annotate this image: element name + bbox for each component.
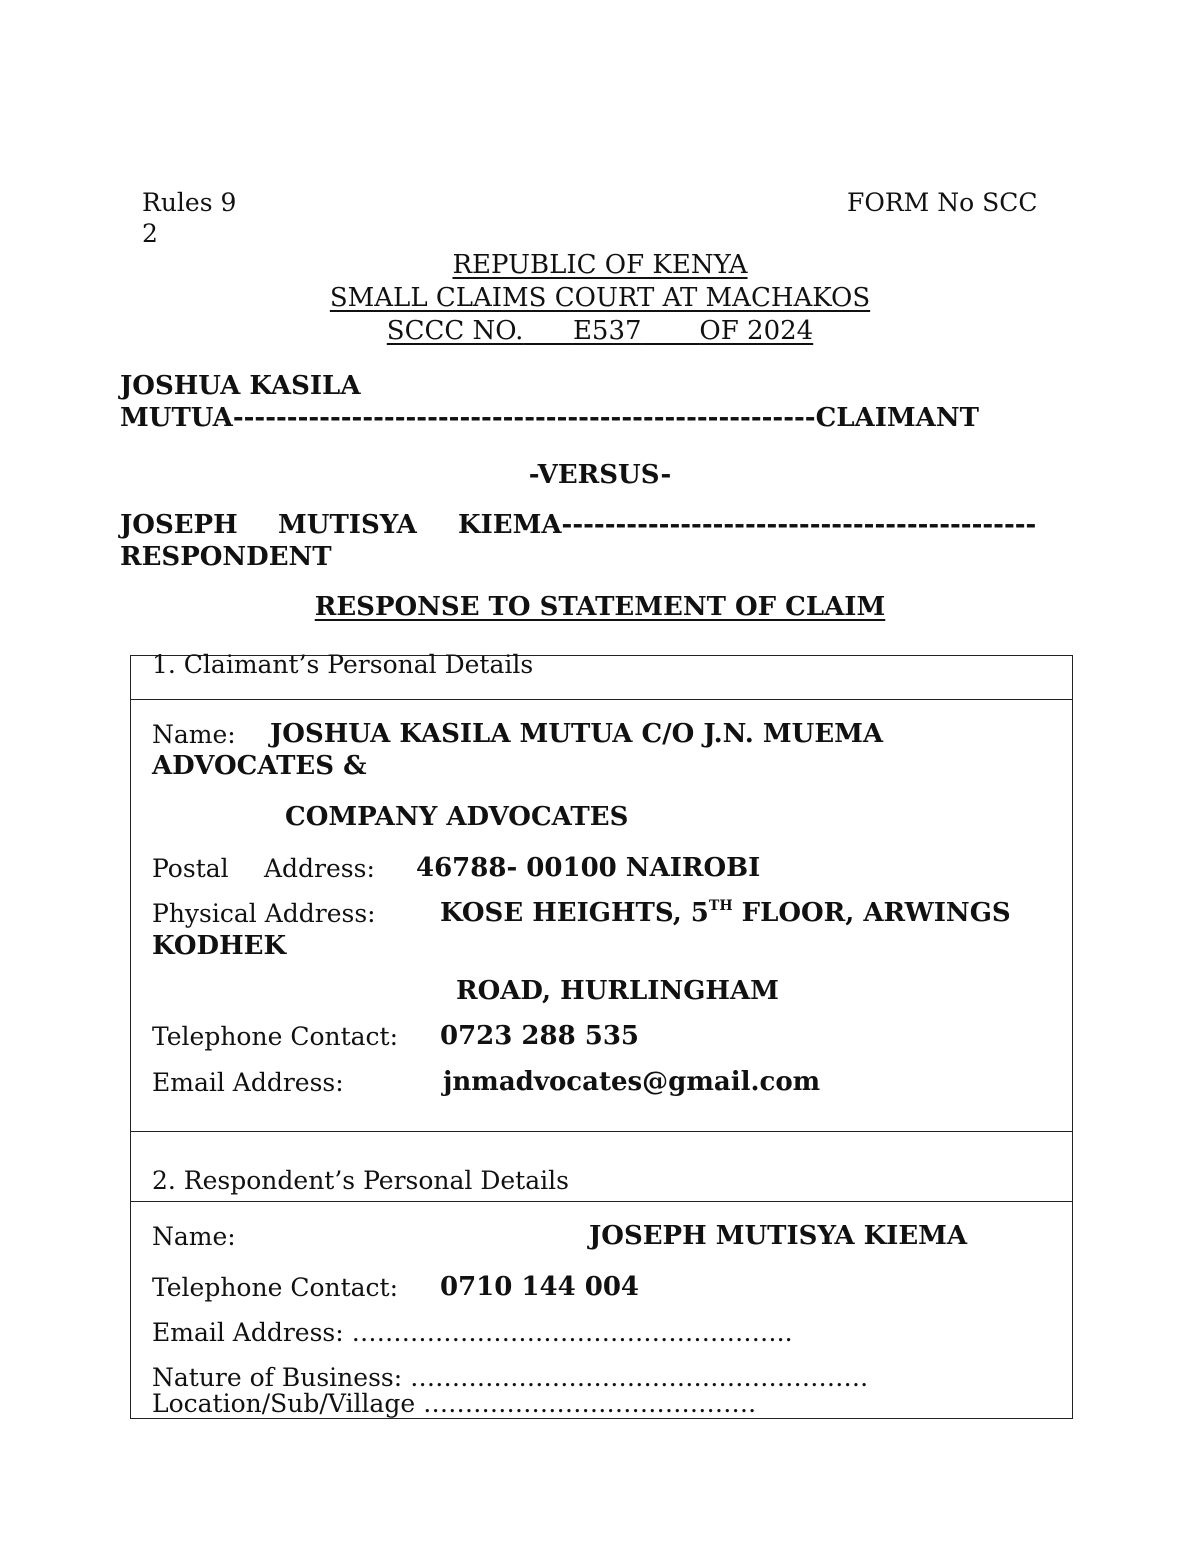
respondent-word-2: MUTISYA <box>278 510 417 540</box>
table-divider <box>130 699 1073 700</box>
postal-label: Postal <box>152 854 229 883</box>
ordinal-suffix: TH <box>708 898 733 914</box>
form-number: FORM No SCC <box>847 188 1038 217</box>
versus-label: -VERSUS- <box>528 460 672 490</box>
case-prefix: SCCC NO. <box>386 316 524 346</box>
respondent-telephone-value: 0710 144 004 <box>440 1272 640 1302</box>
case-number: E537 <box>572 316 642 346</box>
document-title: RESPONSE TO STATEMENT OF CLAIM <box>314 592 886 622</box>
rules-reference: Rules 9 <box>142 188 237 217</box>
claimant-section-title: 1. Claimant’s Personal Details <box>152 650 534 679</box>
physical-address-value-cont2: ROAD, HURLINGHAM <box>456 976 779 1006</box>
physical-address-part: FLOOR, ARWINGS <box>732 898 1011 928</box>
respondent-name-value: JOSEPH MUTISYA KIEMA <box>589 1221 968 1251</box>
claimant-name-label: Name: <box>152 720 236 749</box>
physical-address-part: KOSE HEIGHTS, 5 <box>440 898 709 928</box>
respondent-business-line: Nature of Business: ………………………………………………. <box>152 1363 869 1392</box>
claimant-telephone-value: 0723 288 535 <box>440 1021 640 1051</box>
physical-address-value-cont: KODHEK <box>152 931 287 961</box>
case-number-heading <box>0 316 1200 346</box>
claimant-email-value: jnmadvocates@gmail.com <box>443 1067 821 1097</box>
physical-address-label: Physical Address: <box>152 899 376 928</box>
claimant-line: MUTUA------------------------------------------------------CLAIMANT <box>120 403 979 433</box>
table-divider <box>130 1201 1073 1202</box>
case-year: OF 2024 <box>699 316 814 346</box>
claimant-name: JOSHUA KASILA <box>120 371 361 401</box>
respondent-section-title: 2. Respondent’s Personal Details <box>152 1166 569 1195</box>
claimant-name-value-cont2: COMPANY ADVOCATES <box>285 802 629 832</box>
claimant-email-label: Email Address: <box>152 1068 344 1097</box>
respondent-location-line: Location/Sub/Village …………………………………. <box>152 1389 757 1418</box>
postal-value: 46788- 00100 NAIROBI <box>416 853 761 883</box>
table-divider <box>130 1131 1073 1132</box>
postal-label-address: Address: <box>264 854 375 883</box>
respondent-role: RESPONDENT <box>120 542 332 572</box>
respondent-email-line: Email Address: …………………………………………….. <box>152 1318 793 1347</box>
respondent-word-1: JOSEPH <box>120 510 238 540</box>
claimant-name-value: JOSHUA KASILA MUTUA C/O J.N. MUEMA <box>270 719 884 749</box>
claimant-name-value-cont: ADVOCATES & <box>152 751 367 781</box>
respondent-telephone-label: Telephone Contact: <box>152 1273 399 1302</box>
respondent-name-label: Name: <box>152 1222 236 1251</box>
claimant-telephone-label: Telephone Contact: <box>152 1022 399 1051</box>
republic-heading: REPUBLIC OF KENYA <box>452 250 748 280</box>
respondent-word-3: KIEMA-------------------------------------------- <box>458 510 1037 540</box>
rules-reference-cont: 2 <box>142 219 158 248</box>
court-heading: SMALL CLAIMS COURT AT MACHAKOS <box>329 283 871 313</box>
physical-address-value <box>440 898 1011 928</box>
